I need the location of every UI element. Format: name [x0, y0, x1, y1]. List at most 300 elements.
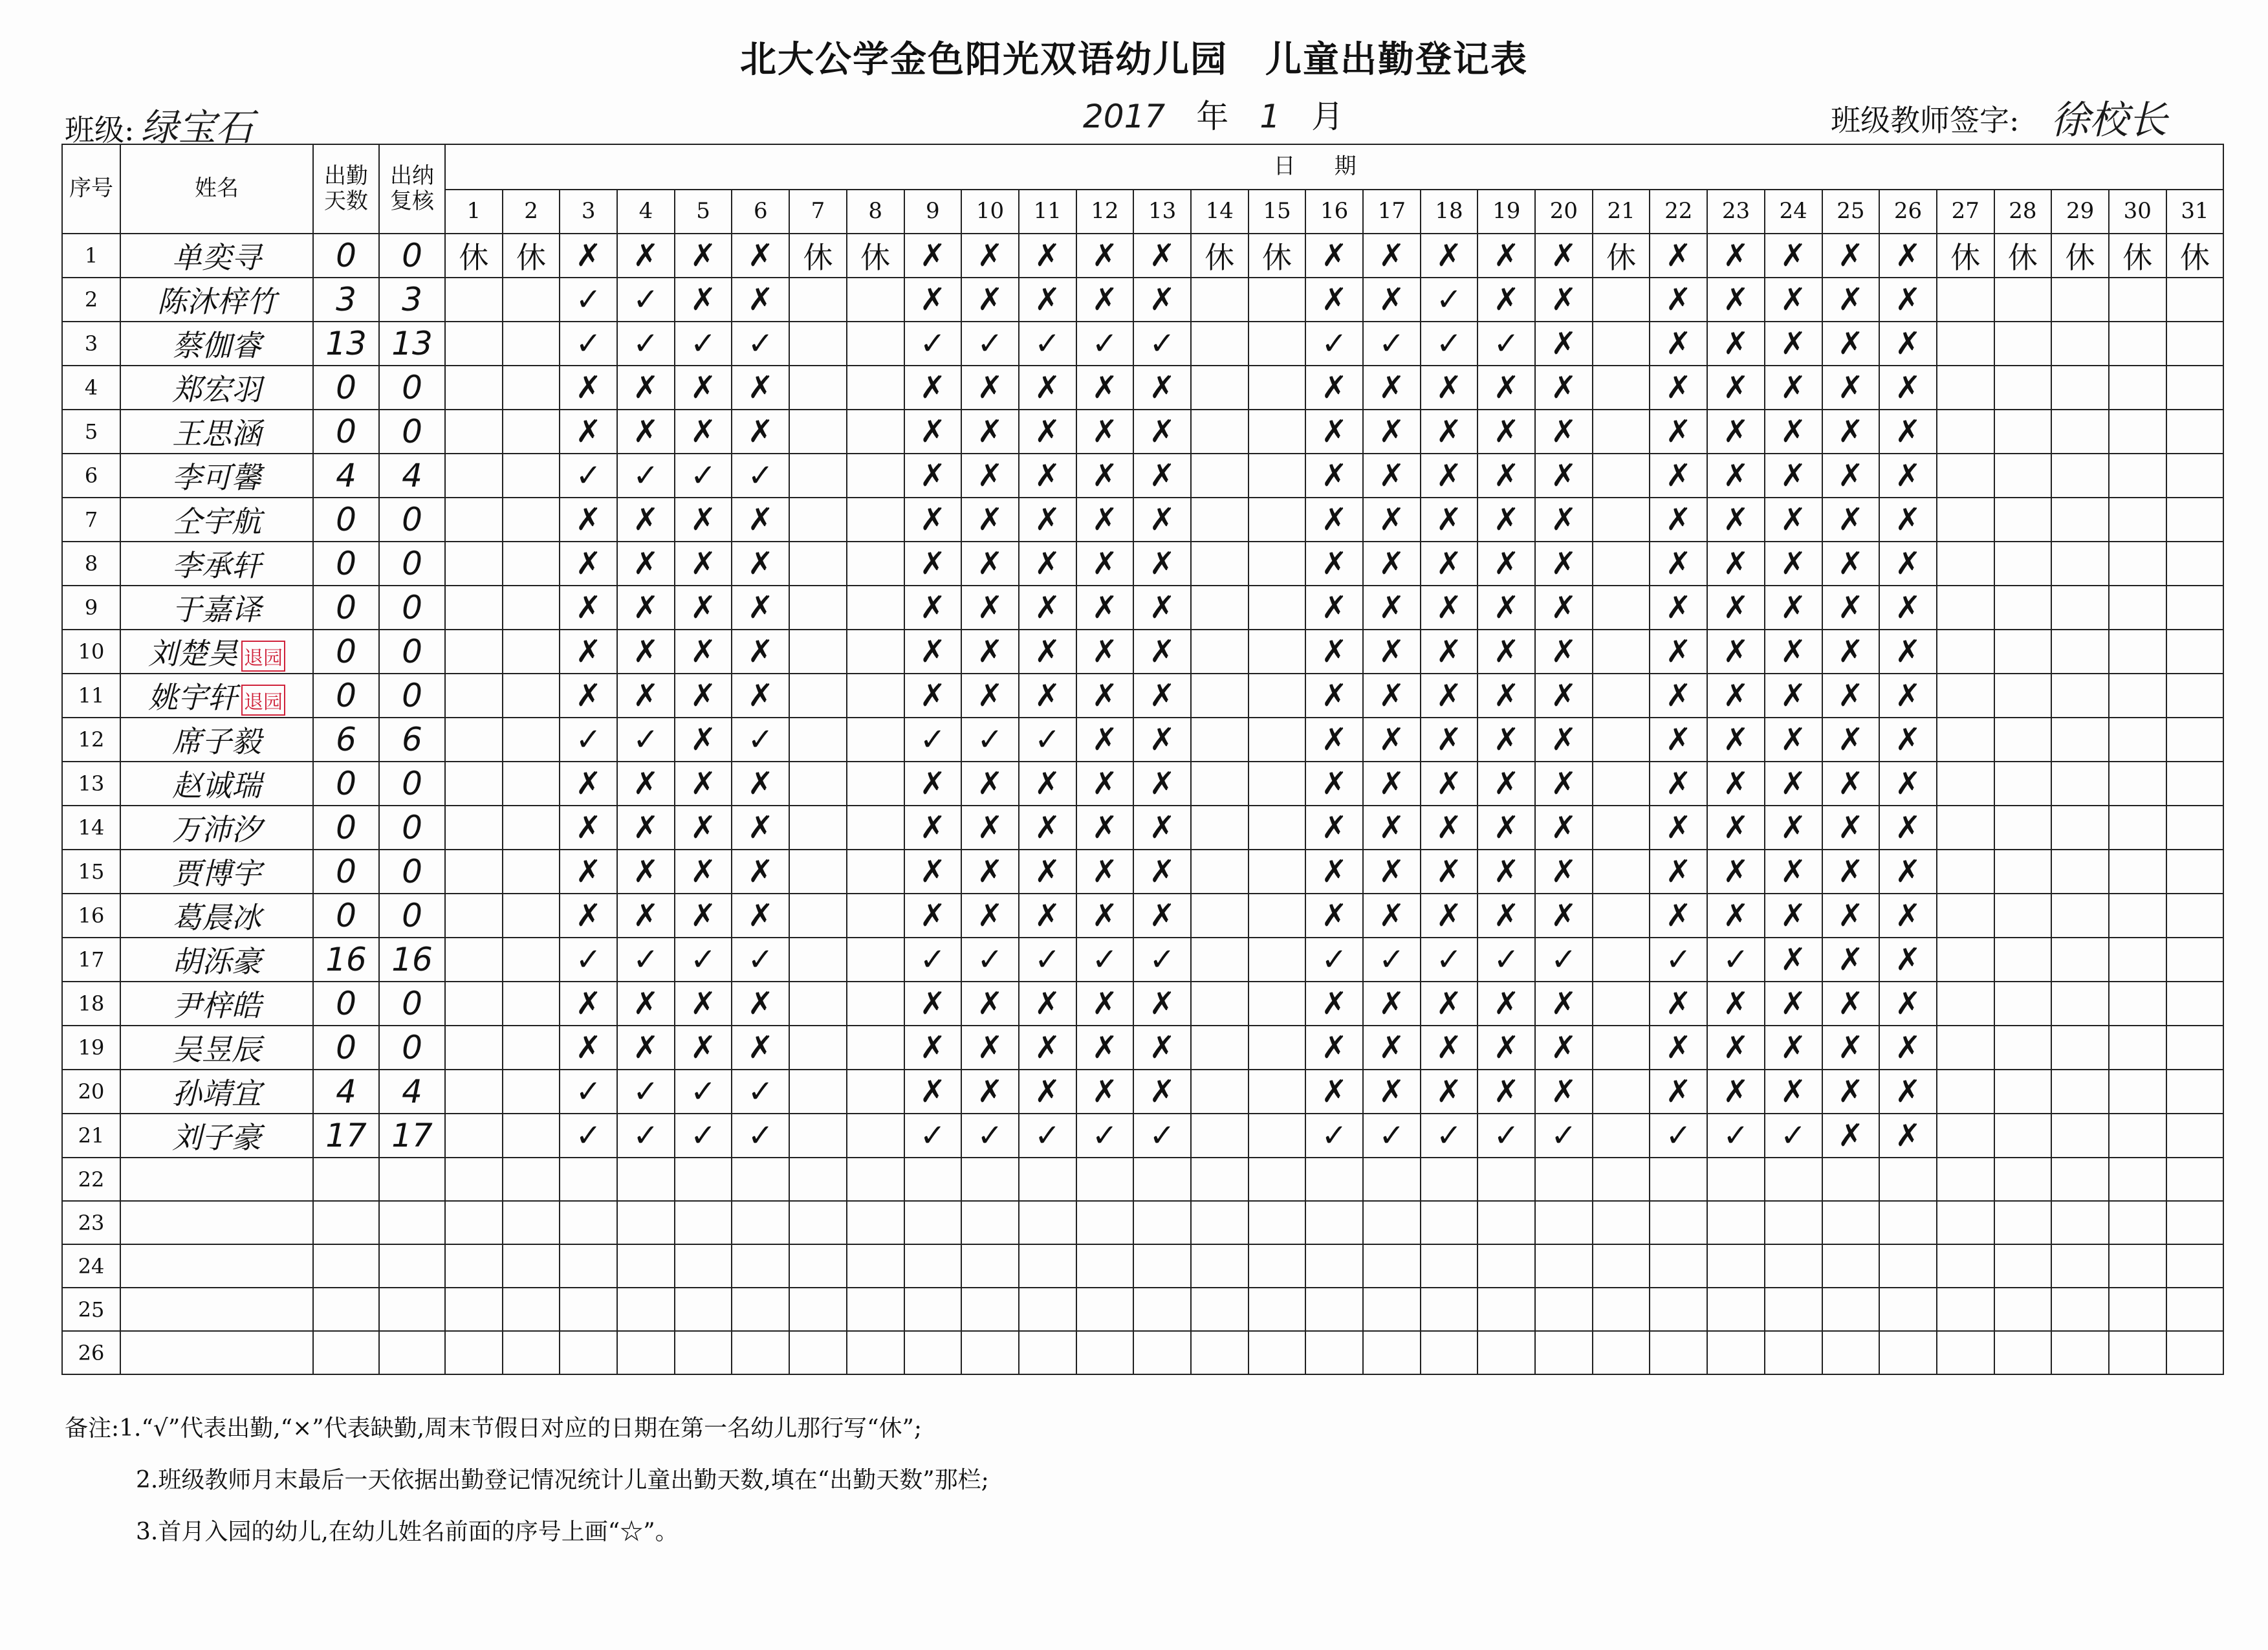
absent-mark: ✗ [1650, 454, 1707, 498]
absent-mark: ✗ [1019, 762, 1076, 806]
empty-day-cell [2051, 894, 2109, 938]
empty-day-cell [560, 1288, 617, 1331]
absent-mark: ✗ [1076, 454, 1134, 498]
empty-day-cell [847, 1201, 904, 1244]
empty-day-cell [847, 1244, 904, 1288]
absent-mark: ✗ [1363, 586, 1421, 630]
empty-day-cell [1248, 278, 1306, 322]
table-row [62, 806, 2223, 850]
empty-day-cell [1191, 718, 1248, 762]
empty-day-cell [1994, 322, 2052, 366]
empty-day-cell [847, 586, 904, 630]
absent-mark: ✗ [732, 542, 789, 586]
empty-day-cell [1191, 1158, 1248, 1201]
absent-mark: ✗ [904, 498, 962, 542]
student-name-cell [120, 806, 313, 850]
empty-day-cell [445, 454, 503, 498]
row-seq: 10 [62, 630, 120, 674]
absent-mark: ✗ [1822, 498, 1880, 542]
empty-day-cell [789, 1244, 847, 1288]
review-value: 6 [379, 718, 445, 762]
empty-day-cell [789, 1331, 847, 1374]
absent-mark: ✗ [1707, 806, 1765, 850]
empty-day-cell [1248, 1114, 1306, 1158]
empty-day-cell [1593, 1114, 1650, 1158]
absent-mark: ✗ [1133, 630, 1191, 674]
absent-mark: ✗ [1822, 542, 1880, 586]
student-name-cell [120, 1288, 313, 1331]
absent-mark: ✗ [1133, 674, 1191, 718]
student-name: 贾博宇 [172, 856, 261, 891]
absent-mark: ✗ [732, 586, 789, 630]
review-value: 0 [379, 542, 445, 586]
absent-mark: ✗ [1421, 498, 1478, 542]
absent-mark: ✗ [904, 366, 962, 410]
absent-mark: ✗ [1707, 278, 1765, 322]
empty-day-cell [1650, 1244, 1707, 1288]
absent-mark: ✗ [675, 366, 732, 410]
empty-day-cell [1937, 762, 1994, 806]
empty-day-cell [1994, 806, 2052, 850]
absent-mark: ✗ [1822, 762, 1880, 806]
present-mark: ✓ [732, 454, 789, 498]
header-attend-days: 出勤 天数 [313, 144, 379, 234]
absent-mark: ✗ [617, 762, 675, 806]
empty-day-cell [445, 366, 503, 410]
absent-mark: ✗ [1879, 278, 1937, 322]
empty-day-cell [1650, 1331, 1707, 1374]
student-name-cell [120, 1331, 313, 1374]
absent-mark: ✗ [1421, 454, 1478, 498]
empty-day-cell [1593, 1331, 1650, 1374]
absent-mark: ✗ [1076, 630, 1134, 674]
empty-day-cell [1248, 938, 1306, 982]
absent-mark: ✗ [617, 410, 675, 454]
absent-mark: ✗ [732, 1026, 789, 1070]
empty-day-cell [2051, 1070, 2109, 1114]
absent-mark: ✗ [961, 630, 1019, 674]
empty-day-cell [1650, 1201, 1707, 1244]
empty-day-cell [1707, 1288, 1765, 1331]
absent-mark: ✗ [1305, 1026, 1363, 1070]
present-mark: ✓ [1076, 322, 1134, 366]
absent-mark: ✗ [1133, 806, 1191, 850]
empty-day-cell [904, 1331, 962, 1374]
absent-mark: ✗ [1076, 586, 1134, 630]
student-name-cell [120, 586, 313, 630]
empty-day-cell [847, 1114, 904, 1158]
empty-day-cell [503, 806, 560, 850]
present-mark: ✓ [904, 1114, 962, 1158]
rest-day-mark: 休 [1593, 234, 1650, 278]
empty-day-cell [1019, 1201, 1076, 1244]
rest-day-mark: 休 [2109, 234, 2166, 278]
empty-day-cell [789, 454, 847, 498]
student-name-cell [120, 982, 313, 1026]
absent-mark: ✗ [1363, 718, 1421, 762]
empty-day-cell [1191, 278, 1248, 322]
absent-mark: ✗ [1535, 454, 1593, 498]
table-row [62, 322, 2223, 366]
row-seq: 2 [62, 278, 120, 322]
student-name: 单奕寻 [172, 240, 261, 275]
absent-mark: ✗ [1305, 234, 1363, 278]
empty-day-cell [503, 1244, 560, 1288]
absent-mark: ✗ [1650, 498, 1707, 542]
absent-mark: ✗ [1305, 278, 1363, 322]
review-value [379, 1288, 445, 1331]
absent-mark: ✗ [1477, 674, 1535, 718]
empty-day-cell [1937, 674, 1994, 718]
empty-day-cell [1593, 366, 1650, 410]
absent-mark: ✗ [675, 542, 732, 586]
empty-day-cell [1076, 1158, 1134, 1201]
absent-mark: ✗ [1421, 630, 1478, 674]
empty-day-cell [1593, 410, 1650, 454]
empty-day-cell [2109, 454, 2166, 498]
student-name-cell [120, 674, 313, 718]
empty-day-cell [2166, 1070, 2224, 1114]
present-mark: ✓ [1019, 322, 1076, 366]
attend-days-value [313, 1201, 379, 1244]
table-row [62, 498, 2223, 542]
empty-day-cell [1822, 1331, 1880, 1374]
review-value: 0 [379, 234, 445, 278]
empty-day-cell [445, 630, 503, 674]
empty-day-cell [2051, 938, 2109, 982]
attend-days-value: 0 [313, 982, 379, 1026]
student-name-cell [120, 1244, 313, 1288]
absent-mark: ✗ [675, 410, 732, 454]
student-name: 仝宇航 [172, 504, 261, 539]
empty-day-cell [1133, 1331, 1191, 1374]
empty-day-cell [503, 1158, 560, 1201]
absent-mark: ✗ [1879, 586, 1937, 630]
rest-day-mark: 休 [847, 234, 904, 278]
empty-day-cell [503, 718, 560, 762]
empty-day-cell [2109, 894, 2166, 938]
empty-day-cell [1248, 498, 1306, 542]
empty-day-cell [2051, 322, 2109, 366]
absent-mark: ✗ [1076, 278, 1134, 322]
empty-day-cell [675, 1244, 732, 1288]
absent-mark: ✗ [1650, 762, 1707, 806]
attend-days-value: 0 [313, 630, 379, 674]
present-mark: ✓ [617, 938, 675, 982]
empty-day-cell [2166, 762, 2224, 806]
present-mark: ✓ [1019, 718, 1076, 762]
absent-mark: ✗ [1305, 674, 1363, 718]
row-seq: 13 [62, 762, 120, 806]
rest-day-mark: 休 [2166, 234, 2224, 278]
empty-day-cell [2109, 982, 2166, 1026]
student-name-cell [120, 234, 313, 278]
student-name: 刘楚昊 [148, 636, 237, 671]
absent-mark: ✗ [1765, 762, 1822, 806]
absent-mark: ✗ [1707, 410, 1765, 454]
empty-day-cell [2109, 1288, 2166, 1331]
empty-day-cell [2109, 586, 2166, 630]
absent-mark: ✗ [961, 278, 1019, 322]
attend-days-value [313, 1158, 379, 1201]
absent-mark: ✗ [1019, 894, 1076, 938]
review-value [379, 1201, 445, 1244]
absent-mark: ✗ [1879, 366, 1937, 410]
empty-day-cell [2109, 1331, 2166, 1374]
present-mark: ✓ [1019, 1114, 1076, 1158]
present-mark: ✓ [675, 938, 732, 982]
empty-day-cell [1593, 1244, 1650, 1288]
empty-day-cell [503, 1070, 560, 1114]
student-name: 刘子豪 [172, 1120, 261, 1155]
empty-day-cell [1593, 1201, 1650, 1244]
attend-days-value: 0 [313, 674, 379, 718]
empty-day-cell [789, 938, 847, 982]
absent-mark: ✗ [1133, 1026, 1191, 1070]
absent-mark: ✗ [560, 498, 617, 542]
absent-mark: ✗ [1822, 718, 1880, 762]
empty-day-cell [1937, 982, 1994, 1026]
empty-day-cell [1248, 1244, 1306, 1288]
present-mark: ✓ [1707, 938, 1765, 982]
student-name: 赵诚瑞 [172, 768, 261, 803]
empty-day-cell [1076, 1201, 1134, 1244]
present-mark: ✓ [904, 938, 962, 982]
absent-mark: ✗ [560, 542, 617, 586]
absent-mark: ✗ [961, 454, 1019, 498]
absent-mark: ✗ [1707, 762, 1765, 806]
absent-mark: ✗ [1765, 322, 1822, 366]
empty-day-cell [1019, 1158, 1076, 1201]
absent-mark: ✗ [732, 366, 789, 410]
review-value: 0 [379, 366, 445, 410]
absent-mark: ✗ [1421, 1026, 1478, 1070]
empty-day-cell [2109, 1070, 2166, 1114]
row-seq: 23 [62, 1201, 120, 1244]
absent-mark: ✗ [1076, 718, 1134, 762]
absent-mark: ✗ [1650, 806, 1707, 850]
empty-day-cell [2109, 498, 2166, 542]
empty-day-cell [675, 1201, 732, 1244]
table-row [62, 982, 2223, 1026]
absent-mark: ✗ [1076, 1026, 1134, 1070]
row-seq: 9 [62, 586, 120, 630]
absent-mark: ✗ [1822, 894, 1880, 938]
absent-mark: ✗ [961, 410, 1019, 454]
absent-mark: ✗ [961, 234, 1019, 278]
absent-mark: ✗ [1305, 850, 1363, 894]
absent-mark: ✗ [904, 278, 962, 322]
empty-day-cell [1133, 1244, 1191, 1288]
absent-mark: ✗ [1421, 234, 1478, 278]
empty-day-cell [560, 1244, 617, 1288]
absent-mark: ✗ [1879, 982, 1937, 1026]
empty-day-cell [1937, 1331, 1994, 1374]
empty-day-cell [2051, 1288, 2109, 1331]
absent-mark: ✗ [1019, 410, 1076, 454]
day-header-4: 4 [617, 190, 675, 234]
empty-day-cell [445, 322, 503, 366]
absent-mark: ✗ [1363, 806, 1421, 850]
day-header-18: 18 [1421, 190, 1478, 234]
empty-day-cell [445, 982, 503, 1026]
empty-day-cell [1363, 1288, 1421, 1331]
attend-days-value: 17 [313, 1114, 379, 1158]
empty-day-cell [1937, 1244, 1994, 1288]
absent-mark: ✗ [961, 806, 1019, 850]
empty-day-cell [847, 366, 904, 410]
empty-day-cell [2051, 410, 2109, 454]
review-value: 4 [379, 454, 445, 498]
empty-day-cell [1248, 322, 1306, 366]
present-mark: ✓ [961, 1114, 1019, 1158]
empty-day-cell [1994, 1288, 2052, 1331]
table-row [62, 1201, 2223, 1244]
student-name-cell [120, 410, 313, 454]
absent-mark: ✗ [1305, 806, 1363, 850]
empty-day-cell [1707, 1201, 1765, 1244]
empty-day-cell [1994, 850, 2052, 894]
day-header-15: 15 [1248, 190, 1306, 234]
absent-mark: ✗ [1650, 718, 1707, 762]
absent-mark: ✗ [675, 850, 732, 894]
absent-mark: ✗ [1650, 894, 1707, 938]
student-name-cell [120, 762, 313, 806]
empty-day-cell [847, 938, 904, 982]
empty-day-cell [2051, 850, 2109, 894]
empty-day-cell [1133, 1288, 1191, 1331]
absent-mark: ✗ [1879, 410, 1937, 454]
absent-mark: ✗ [1765, 278, 1822, 322]
absent-mark: ✗ [1535, 850, 1593, 894]
empty-day-cell [789, 542, 847, 586]
absent-mark: ✗ [1019, 586, 1076, 630]
absent-mark: ✗ [732, 498, 789, 542]
empty-day-cell [1994, 454, 2052, 498]
absent-mark: ✗ [1822, 1114, 1880, 1158]
empty-day-cell [445, 1070, 503, 1114]
student-name: 姚宇轩 [148, 680, 237, 715]
present-mark: ✓ [1305, 1114, 1363, 1158]
absent-mark: ✗ [1879, 1070, 1937, 1114]
empty-day-cell [847, 806, 904, 850]
absent-mark: ✗ [1305, 410, 1363, 454]
absent-mark: ✗ [1421, 806, 1478, 850]
empty-day-cell [732, 1158, 789, 1201]
teacher-signature-label: 班级教师签字: [1831, 103, 2020, 138]
rest-day-mark: 休 [503, 234, 560, 278]
row-seq: 20 [62, 1070, 120, 1114]
empty-day-cell [1879, 1331, 1937, 1374]
empty-day-cell [2166, 982, 2224, 1026]
empty-day-cell [503, 982, 560, 1026]
empty-day-cell [789, 1114, 847, 1158]
absent-mark: ✗ [1535, 234, 1593, 278]
absent-mark: ✗ [1822, 850, 1880, 894]
empty-day-cell [1879, 1201, 1937, 1244]
present-mark: ✓ [1305, 938, 1363, 982]
review-value: 0 [379, 982, 445, 1026]
empty-day-cell [2166, 1244, 2224, 1288]
empty-day-cell [445, 410, 503, 454]
empty-day-cell [1019, 1331, 1076, 1374]
attend-days-value: 0 [313, 850, 379, 894]
empty-day-cell [1650, 1158, 1707, 1201]
absent-mark: ✗ [1076, 410, 1134, 454]
empty-day-cell [789, 718, 847, 762]
day-header-6: 6 [732, 190, 789, 234]
student-name-cell [120, 850, 313, 894]
absent-mark: ✗ [1822, 1026, 1880, 1070]
present-mark: ✓ [560, 322, 617, 366]
absent-mark: ✗ [904, 1026, 962, 1070]
table-row [62, 1070, 2223, 1114]
empty-day-cell [2051, 1244, 2109, 1288]
empty-day-cell [503, 850, 560, 894]
absent-mark: ✗ [560, 630, 617, 674]
empty-day-cell [789, 586, 847, 630]
empty-day-cell [789, 366, 847, 410]
empty-day-cell [2166, 718, 2224, 762]
absent-mark: ✗ [1822, 982, 1880, 1026]
absent-mark: ✗ [617, 894, 675, 938]
present-mark: ✓ [560, 1114, 617, 1158]
rest-day-mark: 休 [1994, 234, 2052, 278]
empty-day-cell [1076, 1288, 1134, 1331]
empty-day-cell [503, 1288, 560, 1331]
empty-day-cell [789, 1070, 847, 1114]
empty-day-cell [617, 1331, 675, 1374]
absent-mark: ✗ [1477, 366, 1535, 410]
absent-mark: ✗ [1133, 278, 1191, 322]
empty-day-cell [732, 1288, 789, 1331]
absent-mark: ✗ [904, 806, 962, 850]
absent-mark: ✗ [1707, 498, 1765, 542]
empty-day-cell [789, 498, 847, 542]
empty-day-cell [1191, 982, 1248, 1026]
absent-mark: ✗ [675, 278, 732, 322]
empty-day-cell [847, 498, 904, 542]
absent-mark: ✗ [1707, 586, 1765, 630]
absent-mark: ✗ [617, 1026, 675, 1070]
absent-mark: ✗ [1822, 938, 1880, 982]
review-value: 4 [379, 1070, 445, 1114]
absent-mark: ✗ [1363, 894, 1421, 938]
table-row [62, 850, 2223, 894]
absent-mark: ✗ [1765, 718, 1822, 762]
absent-mark: ✗ [617, 586, 675, 630]
empty-day-cell [1535, 1288, 1593, 1331]
absent-mark: ✗ [617, 630, 675, 674]
review-value: 0 [379, 850, 445, 894]
absent-mark: ✗ [732, 278, 789, 322]
empty-day-cell [1305, 1244, 1363, 1288]
absent-mark: ✗ [1765, 1070, 1822, 1114]
row-seq: 12 [62, 718, 120, 762]
student-name: 葛晨冰 [172, 900, 261, 935]
empty-day-cell [1937, 1114, 1994, 1158]
row-seq: 14 [62, 806, 120, 850]
empty-day-cell [1593, 630, 1650, 674]
empty-day-cell [503, 630, 560, 674]
absent-mark: ✗ [1019, 542, 1076, 586]
absent-mark: ✗ [1363, 498, 1421, 542]
empty-day-cell [1765, 1331, 1822, 1374]
table-row [62, 366, 2223, 410]
absent-mark: ✗ [1477, 454, 1535, 498]
present-mark: ✓ [560, 454, 617, 498]
absent-mark: ✗ [1707, 1026, 1765, 1070]
